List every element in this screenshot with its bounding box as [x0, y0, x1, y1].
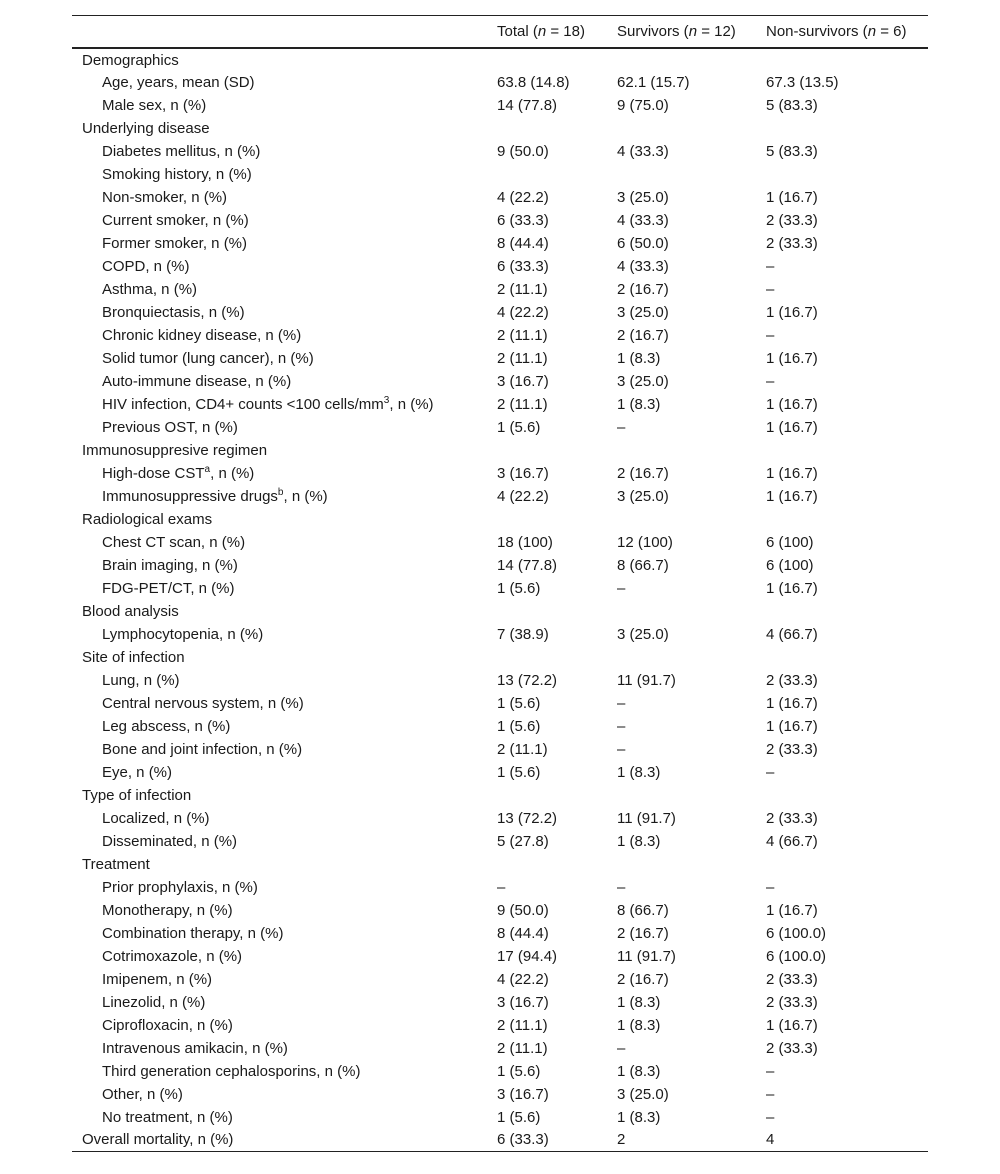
cell-nonsurvivors: 5 (83.3) [766, 96, 818, 114]
cell-survivors [617, 646, 766, 669]
table-row [72, 968, 928, 991]
row-label: Lung, n (%) [102, 671, 180, 689]
cell-total [497, 784, 617, 807]
table-row [72, 899, 928, 922]
cell-nonsurvivors: 67.3 (13.5) [766, 73, 839, 91]
row-label: Imipenem, n (%) [102, 970, 213, 988]
table-row [72, 876, 928, 899]
row-label: Brain imaging, n (%) [102, 556, 238, 574]
table-row [72, 71, 928, 94]
table-row [72, 255, 928, 278]
cell-survivors: – [617, 1039, 626, 1057]
table-row [72, 807, 928, 830]
footnote-marker: 3 [383, 394, 390, 406]
cell-survivors: 3 (25.0) [617, 487, 669, 505]
cell-total: 3 (16.7) [497, 993, 549, 1011]
cell-nonsurvivors: – [766, 326, 775, 344]
cell-survivors: 11 (91.7) [617, 671, 676, 689]
cell-total: 1 (5.6) [497, 1108, 541, 1126]
cell-nonsurvivors: 2 (33.3) [766, 809, 818, 827]
cell-total [497, 48, 617, 71]
table-row [72, 1060, 928, 1083]
cell-survivors: 3 (25.0) [617, 1085, 669, 1103]
cell-nonsurvivors [766, 784, 928, 807]
row-label: Intravenous amikacin, n (%) [102, 1039, 288, 1057]
row-label: Leg abscess, n (%) [102, 717, 231, 735]
row-label: Overall mortality, n (%) [72, 1129, 497, 1152]
cell-nonsurvivors: 6 (100.0) [766, 924, 827, 942]
row-label: Localized, n (%) [102, 809, 210, 827]
table-row [72, 623, 928, 646]
row-label: Immunosuppressive drugs$^b$, n (%) [102, 486, 328, 505]
cell-total: 4 (22.2) [497, 970, 549, 988]
cell-survivors: 1 (8.3) [617, 395, 661, 413]
cell-nonsurvivors [766, 439, 928, 462]
cell-survivors: 2 (16.7) [617, 924, 669, 942]
cell-survivors: 1 (8.3) [617, 1016, 661, 1034]
cell-survivors: 11 (91.7) [617, 809, 676, 827]
row-label: Type of infection [82, 786, 192, 804]
row-label: Former smoker, n (%) [102, 234, 248, 252]
row-label: Blood analysis [82, 602, 179, 620]
table-row [72, 738, 928, 761]
cell-survivors: – [617, 579, 626, 597]
cell-nonsurvivors: 1 (16.7) [766, 303, 818, 321]
cell-total: 4 (22.2) [497, 303, 549, 321]
row-label: Third generation cephalosporins, n (%) [102, 1062, 361, 1080]
cell-total: 1 (5.6) [497, 717, 541, 735]
cell-nonsurvivors: – [766, 763, 775, 781]
cell-nonsurvivors: 6 (100) [766, 533, 814, 551]
cell-survivors: 1 (8.3) [617, 832, 661, 850]
cell-nonsurvivors: – [766, 1062, 775, 1080]
cell-total: 3 (16.7) [497, 372, 549, 390]
table-row [72, 462, 928, 485]
row-label: Auto-immune disease, n (%) [102, 372, 292, 390]
row-label: Radiological exams [82, 510, 213, 528]
cell-nonsurvivors: 2 (33.3) [766, 1039, 818, 1057]
cell-survivors: – [617, 418, 626, 436]
cell-survivors [617, 48, 766, 71]
category-row [72, 600, 928, 623]
cell-survivors: 4 (33.3) [617, 142, 669, 160]
cell-nonsurvivors: 1 (16.7) [766, 487, 818, 505]
table-row [72, 830, 928, 853]
cell-survivors: 1 (8.3) [617, 763, 661, 781]
row-label: Ciprofloxacin, n (%) [102, 1016, 233, 1034]
cell-survivors: 3 (25.0) [617, 625, 669, 643]
cell-total [497, 117, 617, 140]
cell-survivors: 11 (91.7) [617, 947, 676, 965]
row-label: Eye, n (%) [102, 763, 173, 781]
row-label: Previous OST, n (%) [102, 418, 238, 436]
cell-survivors: – [617, 717, 626, 735]
cell-total: 2 (11.1) [497, 395, 548, 413]
table-row [72, 669, 928, 692]
cell-survivors: 1 (8.3) [617, 1062, 661, 1080]
row-label: Solid tumor (lung cancer), n (%) [102, 349, 314, 367]
row-label: Chronic kidney disease, n (%) [102, 326, 302, 344]
cell-total: 4 (22.2) [497, 188, 549, 206]
cell-survivors: 4 (33.3) [617, 211, 669, 229]
cell-nonsurvivors: 4 (66.7) [766, 625, 818, 643]
row-label: Bronquiectasis, n (%) [102, 303, 245, 321]
table-row [72, 554, 928, 577]
cell-nonsurvivors [766, 600, 928, 623]
cell-survivors: 4 (33.3) [617, 257, 669, 275]
cell-nonsurvivors: 2 (33.3) [766, 993, 818, 1011]
cell-survivors [617, 600, 766, 623]
row-label: HIV infection, CD4+ counts <100 cells/$mm^3$, n (%) [102, 394, 434, 413]
cell-survivors: 1 (8.3) [617, 1108, 661, 1126]
cell-survivors: 62.1 (15.7) [617, 73, 690, 91]
cell-nonsurvivors: 1 (16.7) [766, 349, 818, 367]
table-row [72, 301, 928, 324]
row-label: Underlying disease [82, 119, 210, 137]
table-row [72, 692, 928, 715]
table-row [72, 370, 928, 393]
cell-survivors: 12 (100) [617, 533, 673, 551]
cell-survivors: 3 (25.0) [617, 372, 669, 390]
category-row [72, 439, 928, 462]
footnote-marker: a [204, 463, 211, 475]
table-row [72, 531, 928, 554]
cell-total [497, 600, 617, 623]
cell-nonsurvivors [766, 163, 928, 186]
cell-total: 5 (27.8) [497, 832, 549, 850]
header-total: Total (n = 18) [497, 16, 617, 48]
row-label: Other, n (%) [102, 1085, 183, 1103]
table-row [72, 715, 928, 738]
row-label: Prior prophylaxis, n (%) [102, 878, 258, 896]
cell-total: 6 (33.3) [497, 1129, 617, 1152]
category-row [72, 784, 928, 807]
cell-survivors: 3 (25.0) [617, 303, 669, 321]
cell-survivors: 8 (66.7) [617, 901, 669, 919]
row-label: COPD, n (%) [102, 257, 190, 275]
table-row [72, 94, 928, 117]
cell-nonsurvivors [766, 646, 928, 669]
cell-survivors: – [617, 878, 626, 896]
cell-nonsurvivors: 1 (16.7) [766, 694, 818, 712]
row-label: Site of infection [82, 648, 185, 666]
cell-nonsurvivors: 5 (83.3) [766, 142, 818, 160]
cell-survivors: – [617, 740, 626, 758]
cell-total [497, 508, 617, 531]
cell-nonsurvivors: – [766, 878, 775, 896]
cell-survivors: 8 (66.7) [617, 556, 669, 574]
footnote-marker: b [277, 486, 284, 498]
cell-nonsurvivors: 6 (100.0) [766, 947, 827, 965]
row-label: Current smoker, n (%) [102, 211, 249, 229]
cell-nonsurvivors: 4 [766, 1129, 928, 1152]
cell-survivors [617, 508, 766, 531]
cell-nonsurvivors: 2 (33.3) [766, 970, 818, 988]
table-row [72, 347, 928, 370]
cell-survivors: – [617, 694, 626, 712]
cell-nonsurvivors: 4 (66.7) [766, 832, 818, 850]
table-body [72, 48, 928, 1152]
cell-total: 3 (16.7) [497, 1085, 549, 1103]
cell-total: 2 (11.1) [497, 740, 548, 758]
cell-survivors [617, 439, 766, 462]
cell-total: 8 (44.4) [497, 924, 549, 942]
row-label: Combination therapy, n (%) [102, 924, 284, 942]
table-row [72, 485, 928, 508]
patient-characteristics-table [72, 15, 928, 1152]
category-row [72, 117, 928, 140]
cell-nonsurvivors: 1 (16.7) [766, 418, 818, 436]
row-label: High-dose CST$^a$, n (%) [102, 463, 255, 482]
cell-total: 13 (72.2) [497, 671, 558, 689]
row-label: Diabetes mellitus, n (%) [102, 142, 261, 160]
row-label: Immunosuppresive regimen [82, 441, 268, 459]
cell-total: 2 (11.1) [497, 349, 548, 367]
table-row [72, 140, 928, 163]
cell-nonsurvivors [766, 853, 928, 876]
row-label: Disseminated, n (%) [102, 832, 238, 850]
row-label: Treatment [82, 855, 150, 873]
cell-total: 2 (11.1) [497, 1039, 548, 1057]
cell-nonsurvivors: 1 (16.7) [766, 579, 818, 597]
cell-nonsurvivors: 6 (100) [766, 556, 814, 574]
cell-total: 63.8 (14.8) [497, 73, 570, 91]
cell-nonsurvivors: 2 (33.3) [766, 740, 818, 758]
cell-total [497, 439, 617, 462]
cell-nonsurvivors: 2 (33.3) [766, 671, 818, 689]
cell-survivors: 2 (16.7) [617, 280, 669, 298]
cell-survivors: 6 (50.0) [617, 234, 669, 252]
table-row [72, 1014, 928, 1037]
table-row [72, 761, 928, 784]
row-label: Monotherapy, n (%) [102, 901, 233, 919]
row-label: Non-smoker, n (%) [102, 188, 228, 206]
header-row [72, 16, 928, 48]
cell-nonsurvivors: – [766, 1085, 775, 1103]
cell-survivors: 2 (16.7) [617, 326, 669, 344]
cell-nonsurvivors: 2 (33.3) [766, 234, 818, 252]
cell-total: 2 (11.1) [497, 326, 548, 344]
header-survivors: Survivors (n = 12) [617, 16, 766, 48]
cell-survivors [617, 784, 766, 807]
cell-total: 14 (77.8) [497, 96, 558, 114]
cell-total: 2 (11.1) [497, 1016, 548, 1034]
category-row [72, 48, 928, 71]
table-row [72, 577, 928, 600]
cell-total: 2 (11.1) [497, 280, 548, 298]
row-label: Central nervous system, n (%) [102, 694, 304, 712]
category-row [72, 1129, 928, 1152]
header-label-blank [72, 16, 497, 48]
table-row [72, 163, 928, 186]
category-row [72, 853, 928, 876]
cell-total: 3 (16.7) [497, 464, 549, 482]
table-row [72, 324, 928, 347]
cell-survivors: 2 [617, 1129, 766, 1152]
cell-total: 17 (94.4) [497, 947, 558, 965]
table-row [72, 209, 928, 232]
cell-total: 4 (22.2) [497, 487, 549, 505]
cell-nonsurvivors [766, 48, 928, 71]
cell-total [497, 853, 617, 876]
category-row [72, 646, 928, 669]
row-label: Cotrimoxazole, n (%) [102, 947, 243, 965]
table-container [72, 15, 928, 1152]
table-row [72, 278, 928, 301]
cell-total: 8 (44.4) [497, 234, 549, 252]
cell-nonsurvivors: – [766, 280, 775, 298]
cell-survivors: 9 (75.0) [617, 96, 669, 114]
cell-survivors [617, 117, 766, 140]
cell-total: 14 (77.8) [497, 556, 558, 574]
cell-total: 1 (5.6) [497, 763, 541, 781]
table-row [72, 1083, 928, 1106]
cell-total: 1 (5.6) [497, 579, 541, 597]
cell-survivors [617, 853, 766, 876]
cell-nonsurvivors: 1 (16.7) [766, 395, 818, 413]
cell-nonsurvivors: – [766, 372, 775, 390]
cell-total: 9 (50.0) [497, 901, 549, 919]
cell-total: 1 (5.6) [497, 1062, 541, 1080]
row-label: Age, years, mean (SD) [102, 73, 255, 91]
cell-nonsurvivors: – [766, 257, 775, 275]
row-label: FDG-PET/CT, n (%) [102, 579, 235, 597]
category-row [72, 508, 928, 531]
cell-nonsurvivors: 1 (16.7) [766, 901, 818, 919]
cell-survivors: 1 (8.3) [617, 993, 661, 1011]
cell-nonsurvivors [766, 117, 928, 140]
cell-survivors: 2 (16.7) [617, 464, 669, 482]
cell-total: 9 (50.0) [497, 142, 549, 160]
table-row [72, 1106, 928, 1129]
table-row [72, 945, 928, 968]
cell-survivors [617, 163, 766, 186]
cell-nonsurvivors: 2 (33.3) [766, 211, 818, 229]
cell-nonsurvivors: 1 (16.7) [766, 188, 818, 206]
table-row [72, 922, 928, 945]
cell-total: 18 (100) [497, 533, 553, 551]
table-row [72, 1037, 928, 1060]
row-label: Chest CT scan, n (%) [102, 533, 246, 551]
cell-total: 1 (5.6) [497, 694, 541, 712]
row-label: Demographics [82, 52, 179, 69]
table-row [72, 232, 928, 255]
cell-total: 6 (33.3) [497, 257, 549, 275]
table-row [72, 416, 928, 439]
cell-nonsurvivors: 1 (16.7) [766, 1016, 818, 1034]
row-label: Lymphocytopenia, n (%) [102, 625, 264, 643]
table-row [72, 393, 928, 416]
cell-total [497, 646, 617, 669]
cell-total: 7 (38.9) [497, 625, 549, 643]
row-label: Male sex, n (%) [102, 96, 207, 114]
cell-nonsurvivors: – [766, 1108, 775, 1126]
table-row [72, 991, 928, 1014]
cell-survivors: 1 (8.3) [617, 349, 661, 367]
cell-nonsurvivors [766, 508, 928, 531]
cell-survivors: 2 (16.7) [617, 970, 669, 988]
cell-total: 6 (33.3) [497, 211, 549, 229]
cell-nonsurvivors: 1 (16.7) [766, 464, 818, 482]
row-label: No treatment, n (%) [102, 1108, 233, 1126]
cell-survivors: 3 (25.0) [617, 188, 669, 206]
table-row [72, 186, 928, 209]
header-nonsurvivors: Non-survivors (n = 6) [766, 16, 928, 48]
cell-total: 13 (72.2) [497, 809, 558, 827]
row-label: Bone and joint infection, n (%) [102, 740, 303, 758]
row-label: Linezolid, n (%) [102, 993, 206, 1011]
cell-total [497, 163, 617, 186]
cell-nonsurvivors: 1 (16.7) [766, 717, 818, 735]
cell-total: – [497, 878, 506, 896]
row-label: Asthma, n (%) [102, 280, 198, 298]
cell-total: 1 (5.6) [497, 418, 541, 436]
row-label: Smoking history, n (%) [102, 165, 252, 183]
